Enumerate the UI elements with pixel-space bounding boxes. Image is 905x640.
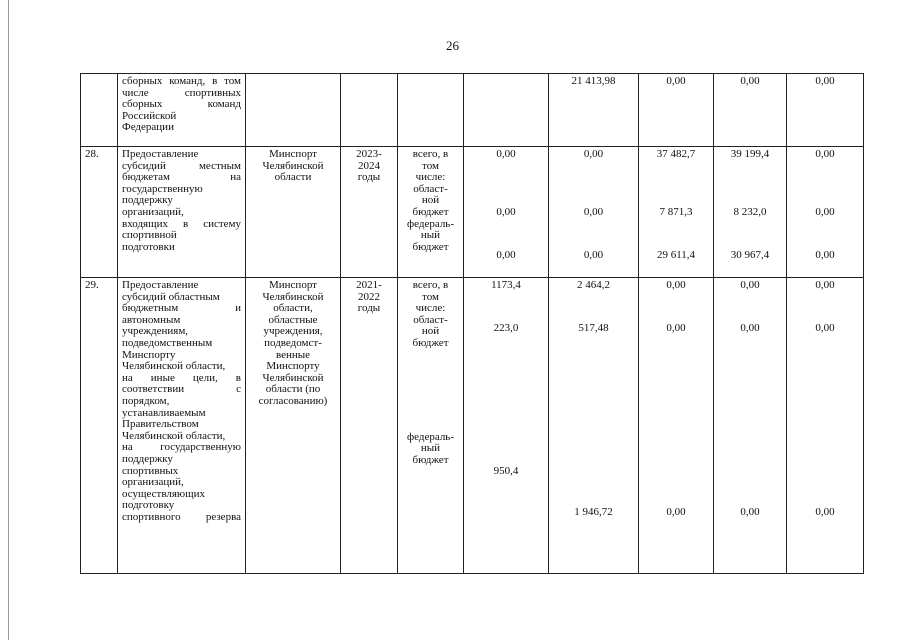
row-source: всего, в том числе: област- ной бюджет федераль- ный бюджет	[398, 147, 464, 278]
value-cell: 0,00 0,00 0,00	[549, 147, 639, 278]
value-cell: 0,00 0,00 0,00	[787, 147, 864, 278]
value-cell: 37 482,7 7 871,3 29 611,4	[639, 147, 714, 278]
table-row	[81, 278, 864, 574]
row-period	[341, 74, 398, 147]
row-executor	[246, 74, 341, 147]
value-cell: 0,00 0,00 0,00	[787, 278, 864, 574]
value-cell: 0,00 0,00 0,00	[464, 147, 549, 278]
row-period: 2023- 2024 годы	[341, 147, 398, 278]
row-executor: Минспорт Челябинской области, областные учреждения, подведомст- венные Минспорту Челябинской области (по согласованию)	[246, 278, 341, 574]
row-description: Предоставление субсидий местным бюджетам на государственную поддержку организаций, входящих в систему спортивной подготовки	[118, 147, 246, 278]
value-cell: 2 464,2 517,48 1 946,72	[549, 278, 639, 574]
row-source	[398, 74, 464, 147]
row-description: сборных команд, в том числе спортивных сборных команд Российской Федерации	[118, 74, 246, 147]
value-cell: 0,00	[639, 74, 714, 147]
row-description: Предоставление субсидий областным бюджетным и автономным учреждениям, подведомственным Минспорту Челябинской области, на иные цели, в соответствии с порядком, устанавливаемым Правительством Челябинской области, на государственную поддержку спортивных организаций, осуществляющих подготовку спортивного резерва	[118, 278, 246, 574]
row-number: 28.	[81, 147, 118, 278]
value-cell: 0,00 0,00 0,00	[639, 278, 714, 574]
row-period: 2021- 2022 годы	[341, 278, 398, 574]
row-source: всего, в том числе: област- ной бюджет федераль- ный бюджет	[398, 278, 464, 574]
value-cell	[464, 74, 549, 147]
value-cell: 39 199,4 8 232,0 30 967,4	[714, 147, 787, 278]
row-executor: Минспорт Челябинской области	[246, 147, 341, 278]
value-cell: 1173,4 223,0 950,4	[464, 278, 549, 574]
value-cell: 0,00	[787, 74, 864, 147]
table-row	[81, 74, 864, 147]
budget-table	[80, 73, 864, 574]
row-number	[81, 74, 118, 147]
table-row	[81, 147, 864, 278]
value-cell: 0,00	[714, 74, 787, 147]
row-number: 29.	[81, 278, 118, 574]
value-cell: 21 413,98	[549, 74, 639, 147]
value-cell: 0,00 0,00 0,00	[714, 278, 787, 574]
page-number: 26	[446, 38, 459, 53]
scan-edge-line	[8, 0, 9, 640]
